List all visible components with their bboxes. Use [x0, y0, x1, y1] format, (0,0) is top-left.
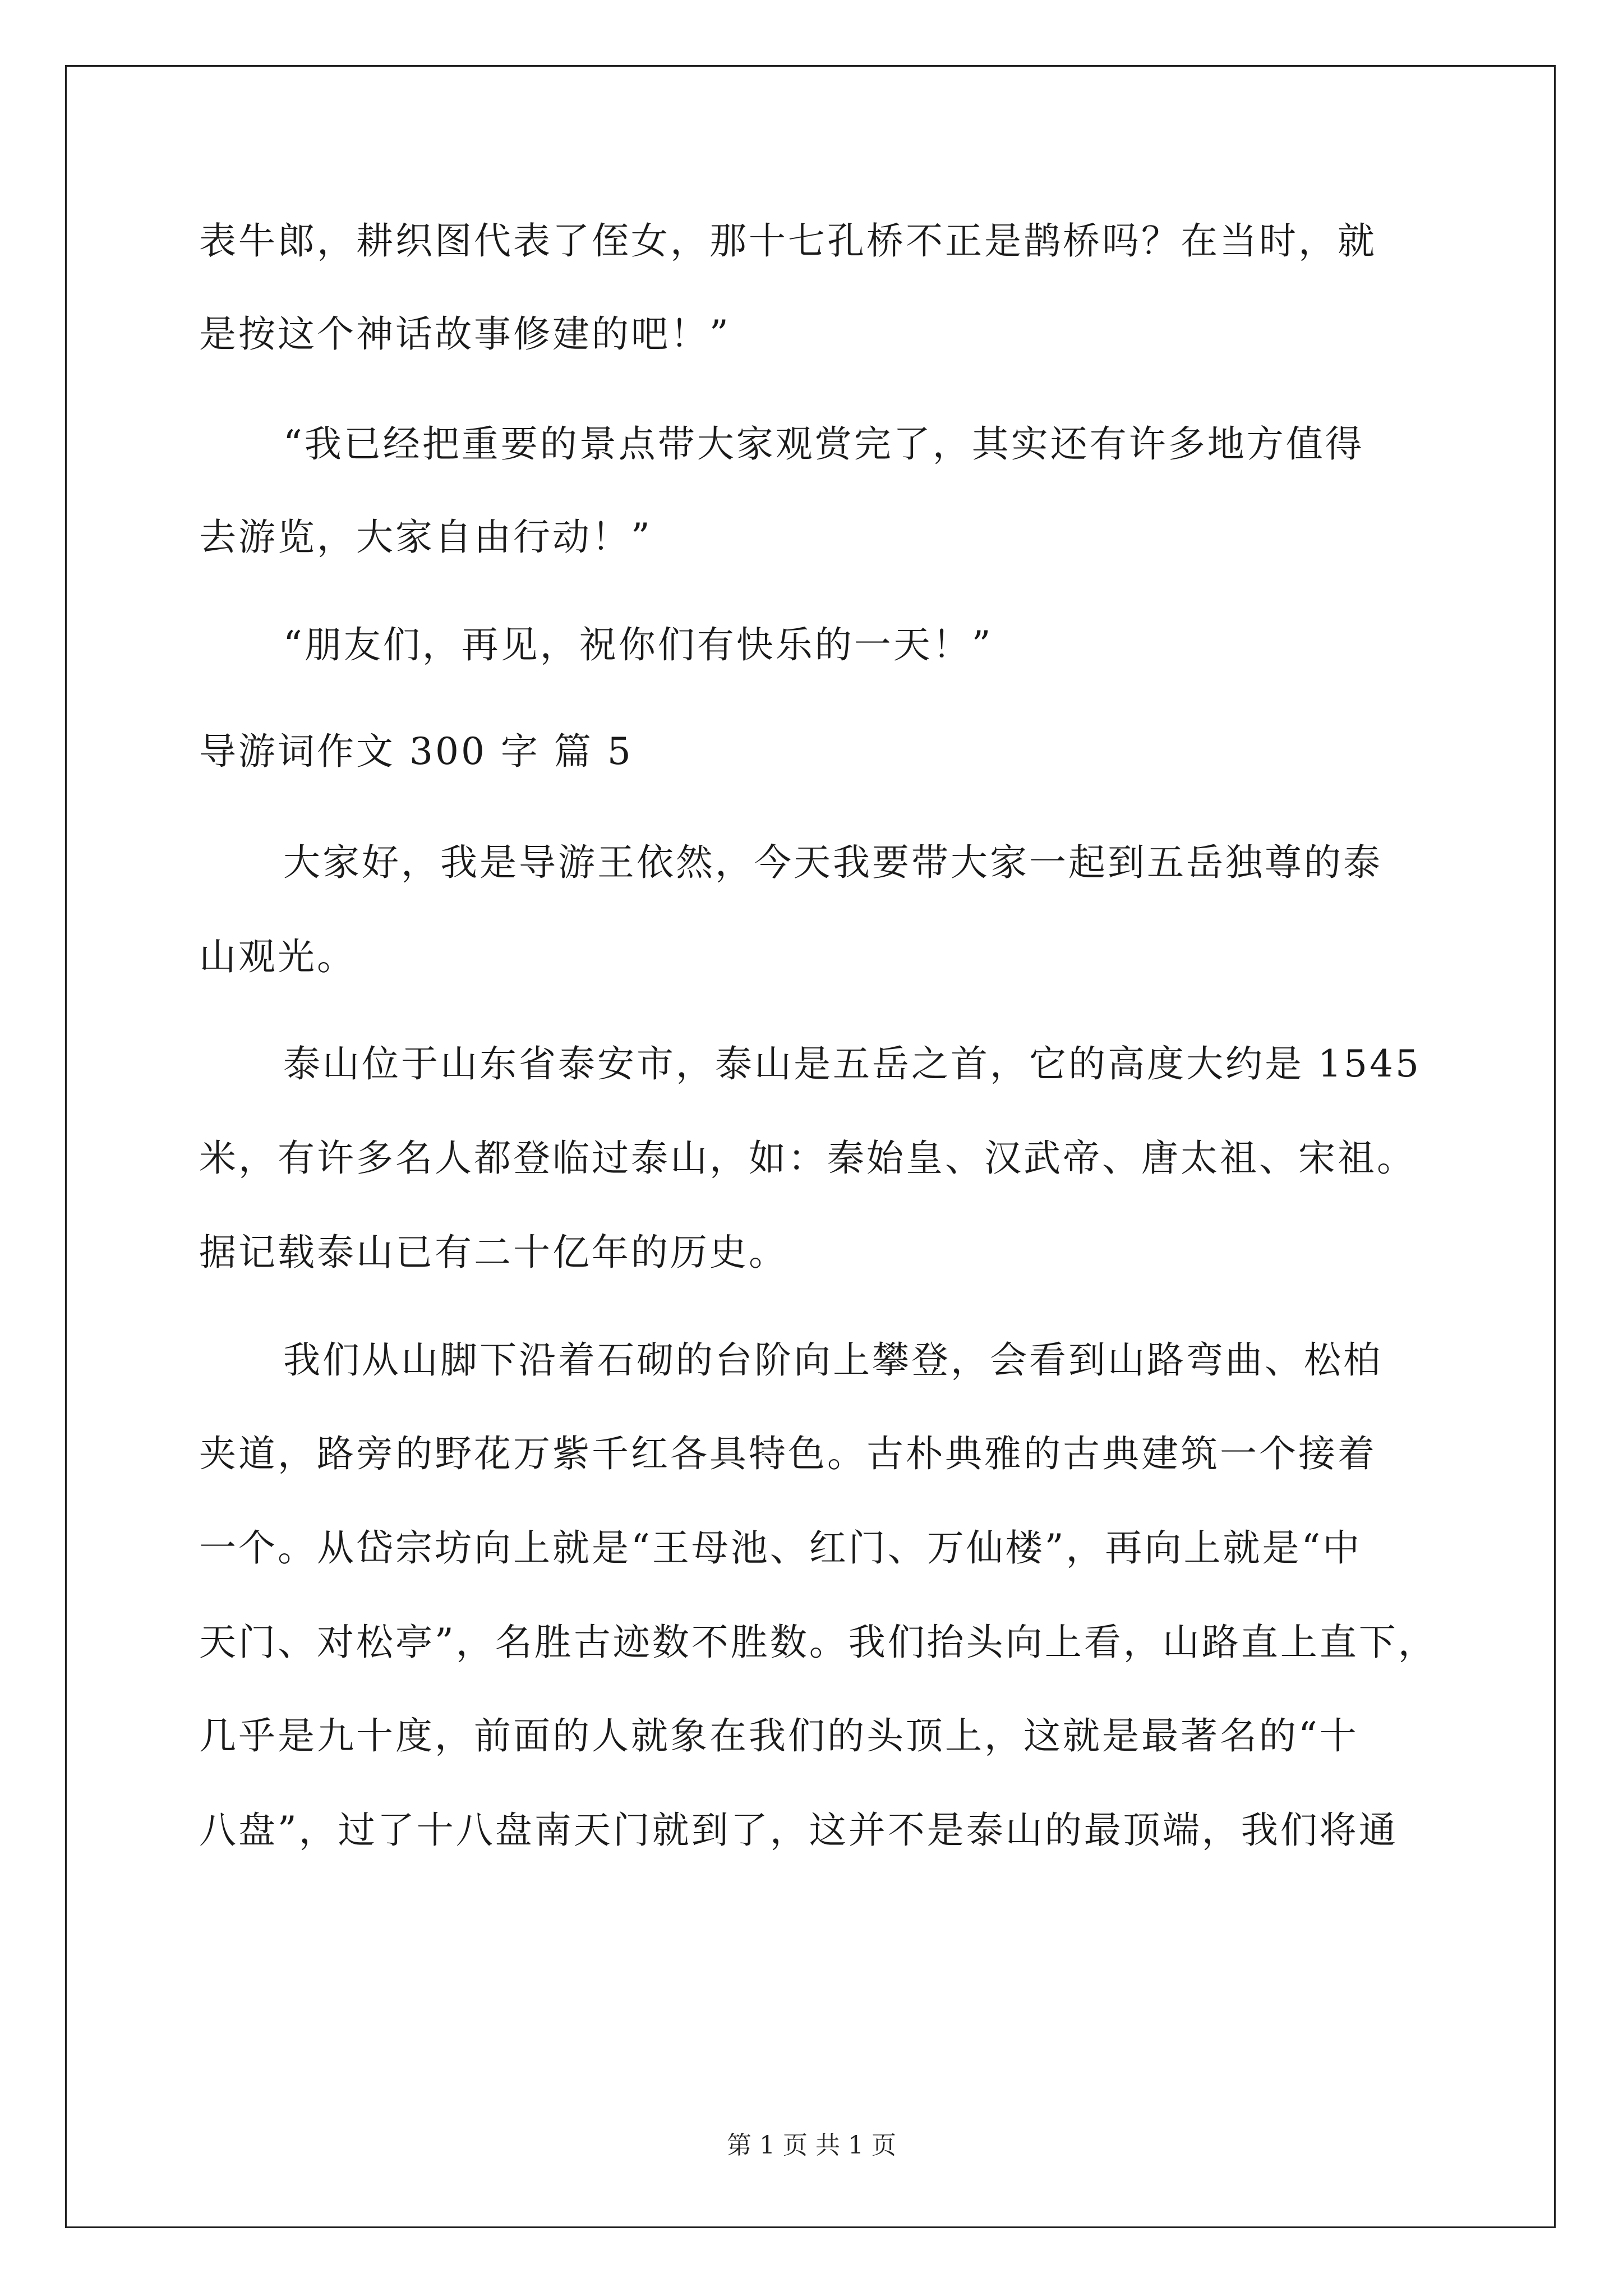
text-line: 夹道，路旁的野花万紫千红各具特色。古朴典雅的古典建筑一个接着	[199, 1432, 1377, 1475]
section-heading: 导游词作文 300 字 篇 5	[199, 730, 633, 773]
text-line: 泰山位于山东省泰安市，泰山是五岳之首，它的高度大约是 1545	[283, 1042, 1421, 1085]
text-line: 天门、对松亭”，名胜古迹数不胜数。我们抬头向上看，山路直上直下，	[199, 1621, 1437, 1664]
page-number: 第 1 页 共 1 页	[727, 2131, 896, 2160]
text-line: 几乎是九十度，前面的人就象在我们的头顶上，这就是最著名的“十	[199, 1714, 1359, 1757]
text-line: 山观光。	[199, 935, 356, 978]
text-line: 表牛郎，耕织图代表了侄女，那十七孔桥不正是鹊桥吗？在当时，就	[199, 219, 1377, 263]
text-line: 大家好，我是导游王依然，今天我要带大家一起到五岳独尊的泰	[283, 841, 1382, 884]
text-line: 米，有许多名人都登临过泰山，如：秦始皇、汉武帝、唐太祖、宋祖。	[199, 1137, 1416, 1180]
text-line: “我已经把重要的景点带大家观赏完了，其实还有许多地方值得	[283, 422, 1364, 466]
text-line: 据记载泰山已有二十亿年的历史。	[199, 1231, 788, 1274]
text-line: 去游览，大家自由行动！”	[199, 516, 652, 559]
text-line: 是按这个神话故事修建的吧！”	[199, 312, 731, 356]
text-line: “朋友们，再见，祝你们有快乐的一天！”	[283, 623, 993, 666]
text-line: 一个。从岱宗坊向上就是“王母池、红门、万仙楼”，再向上就是“中	[199, 1526, 1362, 1570]
text-line: 八盘”，过了十八盘南天门就到了，这并不是泰山的最顶端，我们将通	[199, 1809, 1398, 1852]
text-line: 我们从山脚下沿着石砌的台阶向上攀登，会看到山路弯曲、松柏	[283, 1338, 1382, 1382]
